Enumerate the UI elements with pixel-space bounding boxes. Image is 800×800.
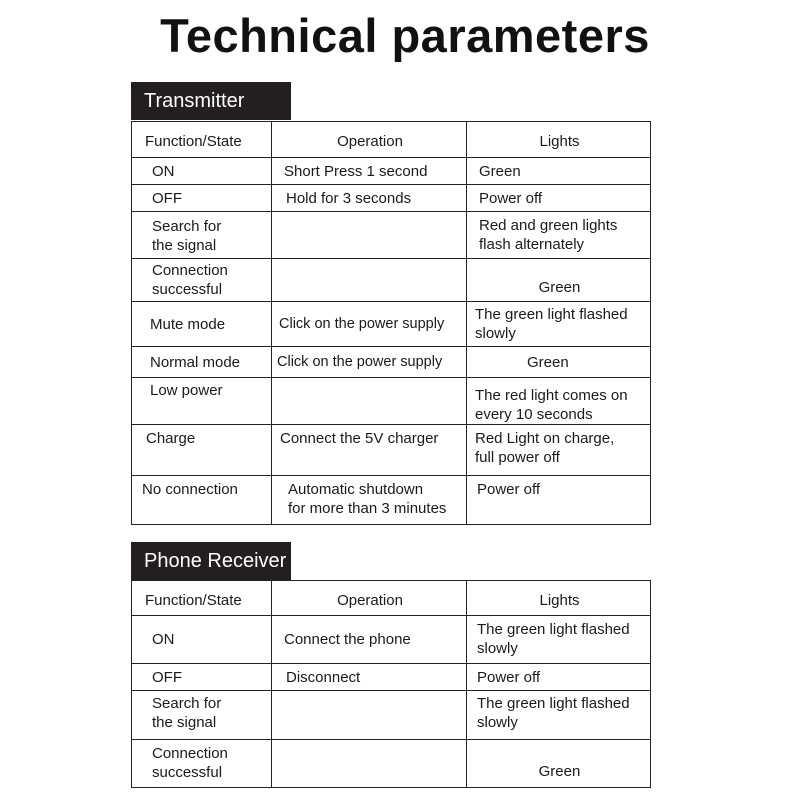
header-operation: Operation (272, 581, 467, 616)
table-row (132, 616, 651, 664)
cell-function: Normal mode (132, 347, 272, 378)
cell-lights: Green (467, 347, 651, 378)
cell-function: Low power (132, 378, 272, 425)
table-row (132, 158, 651, 185)
cell-function: Connection successful (132, 740, 272, 788)
table-row (132, 378, 651, 425)
cell-function: Mute mode (132, 302, 272, 347)
table-row (132, 476, 651, 525)
cell-operation: Click on the power supply (272, 347, 467, 378)
cell-operation: Connect the 5V charger (272, 425, 467, 476)
receiver-section-label: Phone Receiver (131, 542, 291, 580)
cell-operation: Connect the phone (272, 616, 467, 664)
cell-lights: Green (467, 259, 651, 302)
header-lights: Lights (467, 122, 651, 158)
cell-lights: Green (467, 740, 651, 788)
cell-operation: Short Press 1 second (272, 158, 467, 185)
cell-function: Charge (132, 425, 272, 476)
receiver-table (131, 580, 651, 788)
table-row (132, 425, 651, 476)
table-header-row (132, 581, 651, 616)
cell-operation: Disconnect (272, 664, 467, 691)
cell-function: ON (132, 616, 272, 664)
cell-function: Search for the signal (132, 212, 272, 259)
cell-operation (272, 691, 467, 740)
cell-operation: Click on the power supply (272, 302, 467, 347)
cell-lights: Power off (467, 185, 651, 212)
table-row (132, 302, 651, 347)
page-title: Technical parameters (160, 9, 650, 62)
transmitter-section-label: Transmitter (131, 82, 291, 120)
cell-function: OFF (132, 185, 272, 212)
header-operation: Operation (272, 122, 467, 158)
cell-operation: Automatic shutdown for more than 3 minutes (272, 476, 467, 525)
cell-lights: The red light comes on every 10 seconds (467, 378, 651, 425)
cell-function: ON (132, 158, 272, 185)
cell-lights: Power off (467, 664, 651, 691)
cell-function: OFF (132, 664, 272, 691)
header-lights: Lights (467, 581, 651, 616)
header-function-state: Function/State (132, 122, 272, 158)
cell-function: Connection successful (132, 259, 272, 302)
cell-operation (272, 212, 467, 259)
cell-lights: Green (467, 158, 651, 185)
cell-lights: The green light flashed slowly (467, 691, 651, 740)
table-row (132, 185, 651, 212)
cell-function: No connection (132, 476, 272, 525)
cell-operation (272, 378, 467, 425)
cell-lights: Red and green lights flash alternately (467, 212, 651, 259)
table-row (132, 347, 651, 378)
cell-lights: The green light flashed slowly (467, 616, 651, 664)
cell-lights: Red Light on charge, full power off (467, 425, 651, 476)
cell-lights: Power off (467, 476, 651, 525)
table-row (132, 259, 651, 302)
table-row (132, 212, 651, 259)
header-function-state: Function/State (132, 581, 272, 616)
table-row (132, 691, 651, 740)
cell-operation (272, 740, 467, 788)
cell-function: Search for the signal (132, 691, 272, 740)
transmitter-table (131, 121, 651, 525)
table-header-row (132, 122, 651, 158)
table-row (132, 740, 651, 788)
cell-lights: The green light flashed slowly (467, 302, 651, 347)
table-row (132, 664, 651, 691)
cell-operation (272, 259, 467, 302)
cell-operation: Hold for 3 seconds (272, 185, 467, 212)
